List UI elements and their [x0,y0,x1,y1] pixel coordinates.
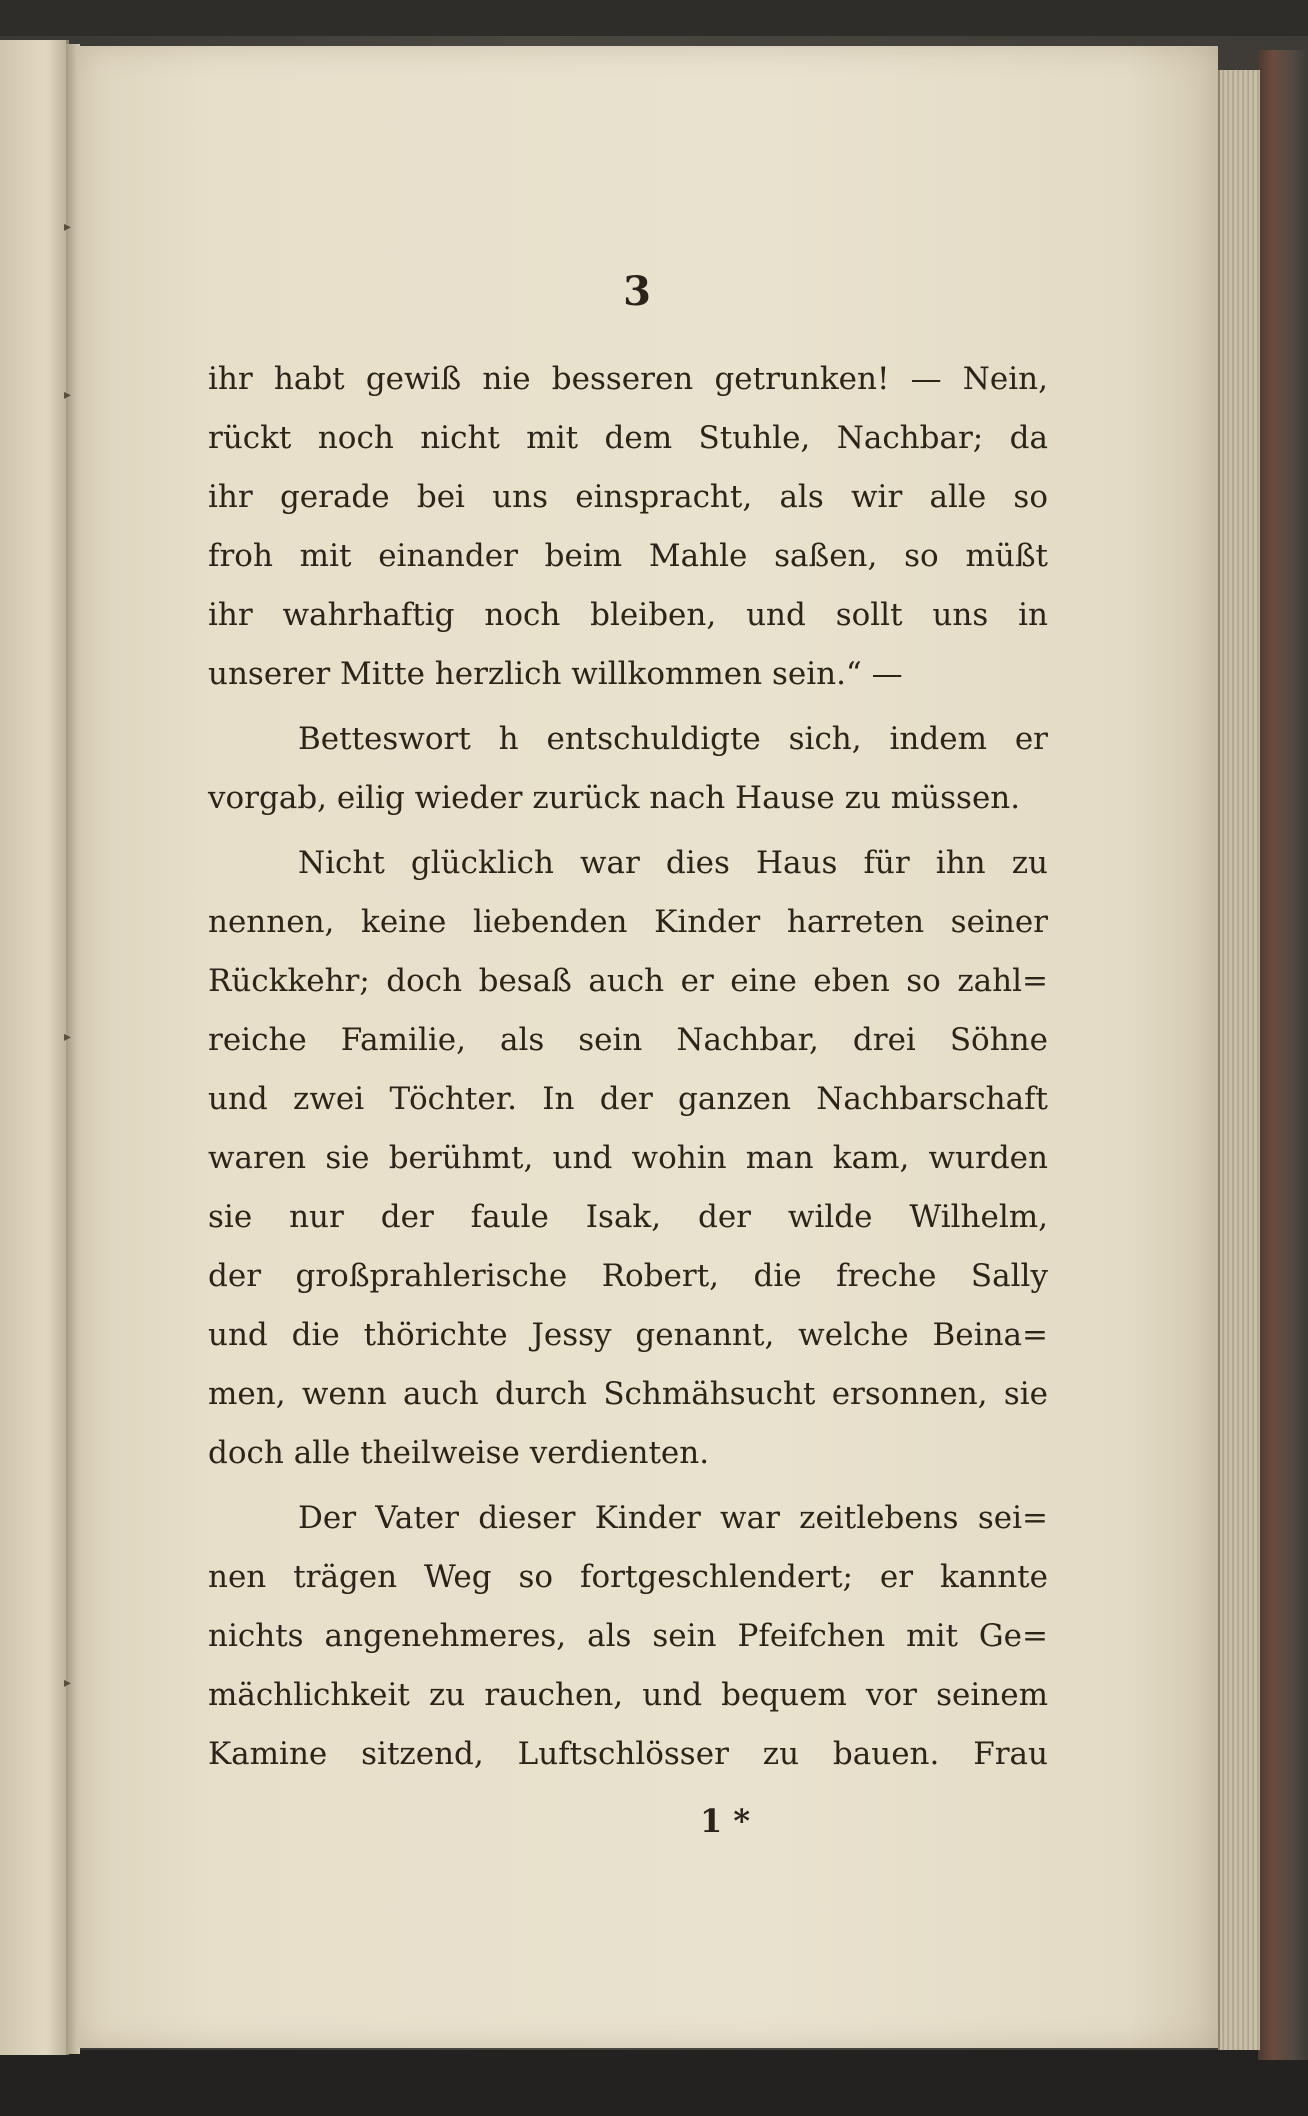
text-line: der großprahlerische Robert, die freche Sally [208,1258,1048,1294]
text-line: und die thörichte Jessy genannt, welche Beina= [208,1317,1048,1353]
text-line: reiche Familie, als sein Nachbar, drei Söhne [208,1022,1048,1058]
cover-top-edge [0,0,1308,36]
margin-mark: ▸ [64,387,72,403]
margin-mark: ▸ [64,1029,72,1045]
facing-page-edge [0,40,72,2055]
cover-bottom-edge [0,2050,1308,2116]
text-line: nen trägen Weg so fortgeschlendert; er kannte [208,1559,1048,1595]
margin-mark: ▸ [64,1675,72,1691]
text-line: Der Vater dieser Kinder war zeitlebens sei= [298,1500,1048,1536]
text-line: rückt noch nicht mit dem Stuhle, Nachbar; da [208,420,1048,456]
page-stack-edges [1218,70,1260,2050]
text-line: nennen, keine liebenden Kinder harreten seiner [208,904,1048,940]
page-text [208,350,1048,1784]
text-line: unserer Mitte herzlich willkommen sein.“ — [208,656,903,692]
sheet-signature: 1 * [700,1802,751,1840]
text-line: waren sie berühmt, und wohin man kam, wurden [208,1140,1048,1176]
book-spine-edge [1258,50,1308,2060]
text-line: Kamine sitzend, Luftschlösser zu bauen. Frau [208,1736,1048,1772]
text-line: ihr habt gewiß nie besseren getrunken! — Nein, [208,361,1048,397]
text-line: mächlichkeit zu rauchen, und bequem vor seinem [208,1677,1048,1713]
text-line: ihr wahrhaftig noch bleiben, und sollt uns in [208,597,1048,633]
text-line: Nicht glücklich war dies Haus für ihn zu [298,845,1048,881]
text-line: doch alle theilweise verdienten. [208,1435,710,1471]
text-line: froh mit einander beim Mahle saßen, so müßt [208,538,1048,574]
text-line: Rückkehr; doch besaß auch er eine eben so zahl= [208,963,1048,999]
page-number: 3 [623,268,651,315]
text-line: vorgab, eilig wieder zurück nach Hause zu müssen. [208,780,1021,816]
text-line: Betteswort h entschuldigte sich, indem er [298,721,1048,757]
text-line: sie nur der faule Isak, der wilde Wilhelm, [208,1199,1048,1235]
text-line: ihr gerade bei uns einspracht, als wir alle so [208,479,1048,515]
text-line: men, wenn auch durch Schmähsucht ersonnen, sie [208,1376,1048,1412]
margin-mark: ▸ [64,219,72,235]
text-line: und zwei Töchter. In der ganzen Nachbarschaft [208,1081,1048,1117]
text-line: nichts angenehmeres, als sein Pfeifchen mit Ge= [208,1618,1048,1654]
